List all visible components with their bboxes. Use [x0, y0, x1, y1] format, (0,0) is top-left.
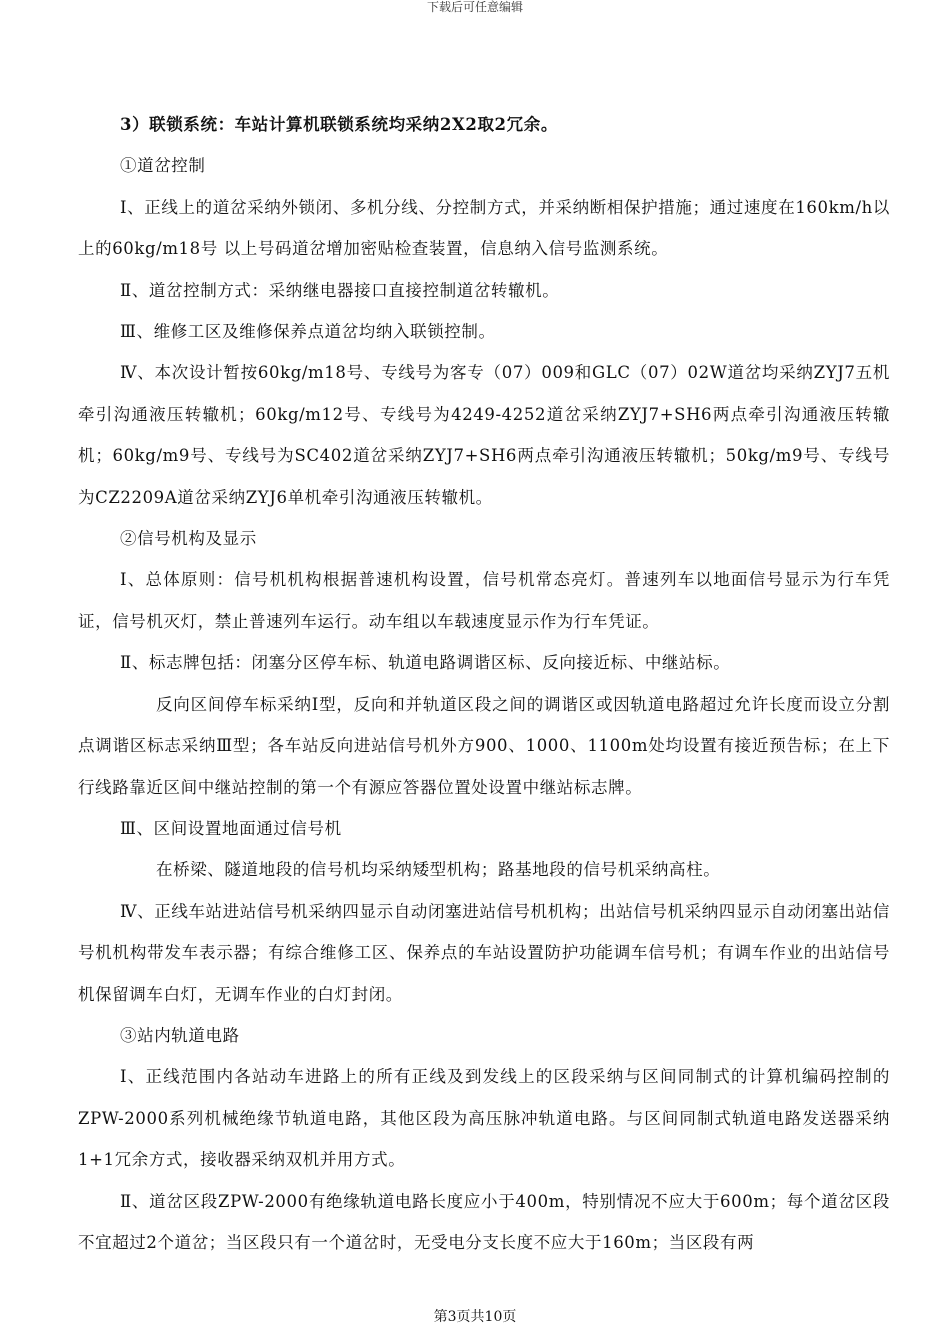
heading-track-circuit: ③站内轨道电路	[120, 1025, 240, 1045]
paragraph-switch-control-3: Ⅲ、维修工区及维修保养点道岔均纳入联锁控制。	[120, 322, 496, 342]
paragraph-track-circuit-2: Ⅱ、道岔区段ZPW-2000有绝缘轨道电路长度应小于400m，特别情况不应大于600m；每个道岔区段不宜超过2个道岔；当区段只有一个道岔时，无受电分支长度不应大于160m；当区段有两	[78, 1191, 890, 1252]
paragraph-switch-control-2: Ⅱ、道岔控制方式：采纳继电器接口直接控制道岔转辙机。	[120, 280, 560, 300]
heading-signal-mechanism: ②信号机构及显示	[120, 529, 257, 549]
paragraph-switch-control-1: Ⅰ、正线上的道岔采纳外锁闭、多机分线、分控制方式，并采纳断相保护措施；通过速度在160km/h以上的60kg/m18号 以上号码道岔增加密贴检查装置，信息纳入信号监测系统。	[78, 197, 890, 259]
paragraph-signal-3-detail: 在桥梁、隧道地段的信号机均采纳矮型机构；路基地段的信号机采纳高柱。	[156, 860, 721, 880]
paragraph-switch-control-4: Ⅳ、本次设计暂按60kg/m18号、专线号为客专（07）009和GLC（07）02W道岔均采纳ZYJ7五机牵引沟通液压转辙机；60kg/m12号、专线号为4249-4252道岔采纳ZYJ7+SH6两点牵引沟通液压转辙机；60kg/m9号、专线号为SC402道岔采纳ZYJ7+SH6两点牵引沟通液压转辙机；50kg/m9号、专线号为CZ2209A道岔采纳ZYJ6单机牵引沟通液压转辙机。	[78, 363, 890, 507]
paragraph-signal-2: Ⅱ、标志牌包括：闭塞分区停车标、轨道电路调谐区标、反向接近标、中继站标。	[120, 653, 731, 673]
paragraph-interlocking-system: 3）联锁系统：车站计算机联锁系统均采纳2X2取2冗余。	[120, 115, 558, 134]
paragraph-signal-3: Ⅲ、区间设置地面通过信号机	[120, 818, 342, 838]
page-footer: 第3页共10页	[433, 1309, 517, 1325]
page-header: 下载后可任意编辑	[426, 0, 523, 14]
paragraph-signal-2-detail: 反向区间停车标采纳Ⅰ型，反向和并轨道区段之间的调谐区或因轨道电路超过允许长度而设立分割点调谐区标志采纳Ⅲ型；各车站反向进站信号机外方900、1000、1100m处均设置有接近预告标；在上下行线路靠近区间中继站控制的第一个有源应答器位置处设置中继站标志牌。	[78, 694, 890, 797]
paragraph-signal-1: Ⅰ、总体原则：信号机机构根据普速机构设置，信号机常态亮灯。普速列车以地面信号显示为行车凭证，信号机灭灯，禁止普速列车运行。动车组以车载速度显示作为行车凭证。	[78, 570, 890, 631]
document-body	[78, 104, 890, 1263]
heading-switch-control: ①道岔控制	[120, 156, 206, 176]
paragraph-signal-4: Ⅳ、正线车站进站信号机采纳四显示自动闭塞进站信号机机构；出站信号机采纳四显示自动闭塞出站信号机机构带发车表示器；有综合维修工区、保养点的车站设置防护功能调车信号机；有调车作业的出站信号机保留调车白灯，无调车作业的白灯封闭。	[78, 901, 890, 1004]
paragraph-track-circuit-1: Ⅰ、正线范围内各站动车进路上的所有正线及到发线上的区段采纳与区间同制式的计算机编码控制的ZPW-2000系列机械绝缘节轨道电路，其他区段为高压脉冲轨道电路。与区间同制式轨道电路发送器采纳1+1冗余方式，接收器采纳双机并用方式。	[78, 1067, 890, 1170]
